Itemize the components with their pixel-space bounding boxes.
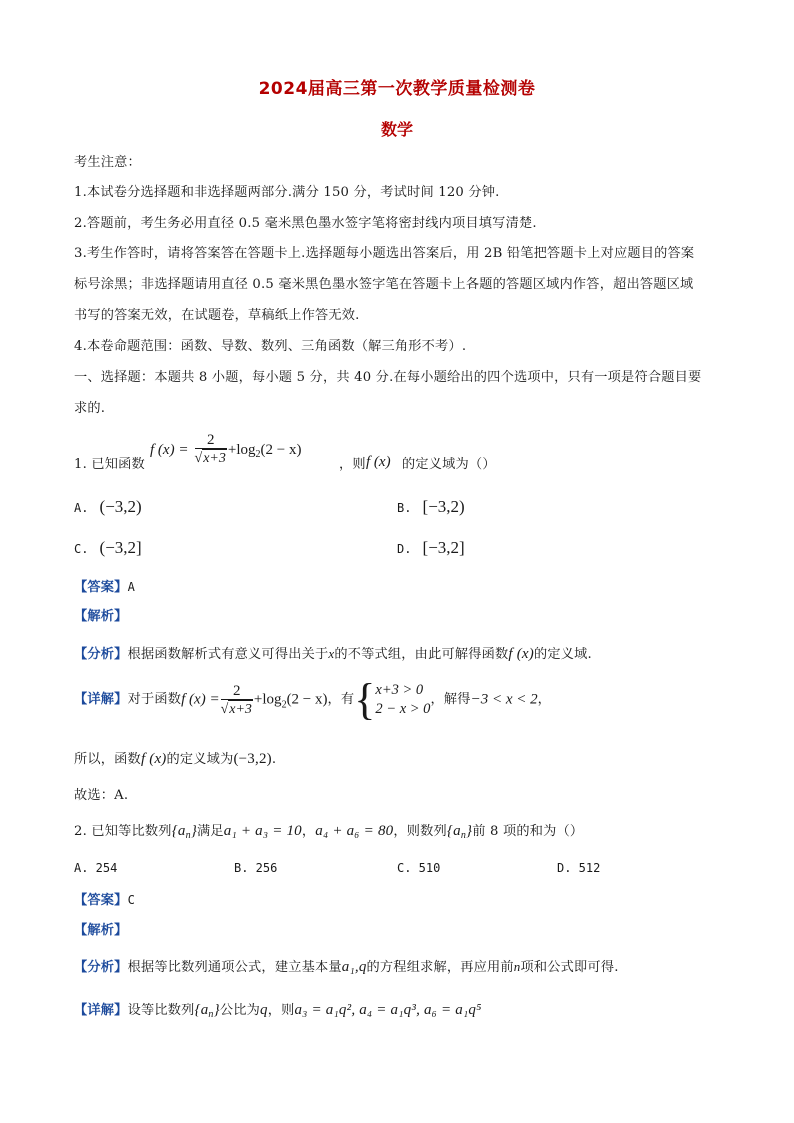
note-4: 4.本卷命题范围：函数、导数、数列、三角函数（解三角形不考）.	[74, 339, 467, 354]
q2-detail: 【详解】设等比数列$\{a_n\}$公比为q，则a₃ = a₁q², a₄ = a₁q³, a₆ = a₁q⁵	[74, 1002, 482, 1020]
section-heading-line-2: 求的.	[74, 401, 106, 416]
exam-title: 2024届高三第一次教学质量检测卷	[258, 79, 536, 99]
q2-option-c: C. 510	[397, 861, 441, 875]
subject-title: 数学	[380, 120, 413, 139]
notes-heading: 考生注意：	[74, 155, 141, 170]
q2-fenxi: 【分析】根据等比数列通项公式，建立基本量a₁,q的方程组求解，再应用前n项和公式即可得.	[74, 959, 619, 975]
q1-stem: 1. 已知函数	[74, 457, 145, 472]
q2-option-a: A. 254	[74, 861, 118, 875]
q1-analysis-heading: 【解析】	[74, 609, 128, 624]
q1-fenxi: 【分析】根据函数解析式有意义可得出关于x的不等式组，由此可解得函数f (x)的定义域.	[74, 646, 592, 662]
note-2: 2.答题前，考生务必用直径 0.5 毫米黑色墨水签字笔将密封线内项目填写清楚.	[74, 216, 537, 231]
q1-stem-suffix: 的定义域为（）	[402, 457, 496, 472]
q2-answer: 【答案】C	[74, 893, 135, 908]
q2-option-b: B. 256	[234, 861, 278, 875]
q2-stem: 2. 已知等比数列$\{a_n\}$满足a₁ + a₃ = 10，a₄ + a₆ = 80，则数列$\{a_n\}$前 8 项的和为（）	[74, 823, 584, 841]
note-1: 1.本试卷分选择题和非选择题两部分.满分 150 分，考试时间 120 分钟.	[74, 185, 500, 200]
q2-option-d: D. 512	[557, 861, 601, 875]
q1-option-b: B. [−3,2)	[397, 497, 465, 516]
q1-choose: 故选：A.	[74, 788, 129, 803]
section-heading-line-1: 一、选择题：本题共 8 小题，每小题 5 分，共 40 分.在每小题给出的四个选项中，只有一项是符合题目要	[74, 370, 702, 385]
q1-stem-mid: ，则	[339, 457, 366, 472]
q1-fx: f (x)	[366, 454, 391, 470]
note-3-line-3: 书写的答案无效，在试题卷，草稿纸上作答无效.	[74, 308, 360, 323]
q1-option-d: D. [−3,2]	[397, 538, 465, 557]
q1-detail: 【详解】对于函数f (x) = $\frac{2}{√x+3}$ $+\log_2(2 - x)$，有{ x+3 > 0 2 − x > 0 ，解得−3 < x < 2，	[74, 675, 552, 724]
q1-function-formula: f (x) = $\frac{2}{√x+3}$ $+\log_2(2 - x)$	[150, 432, 302, 466]
note-3-line-2: 标号涂黑；非选择题请用直径 0.5 毫米黑色墨水签字笔在答题卡上各题的答题区域内作答，超出答题区域	[74, 277, 694, 292]
q1-conclusion: 所以，函数f (x)的定义域为(−3,2).	[74, 751, 277, 767]
q2-analysis-heading: 【解析】	[74, 923, 128, 938]
q1-answer: 【答案】A	[74, 580, 135, 595]
q1-option-a: A. (−3,2)	[74, 497, 142, 516]
q1-option-c: C. (−3,2]	[74, 538, 142, 557]
note-3-line-1: 3.考生作答时，请将答案答在答题卡上.选择题每小题选出答案后，用 2B 铅笔把答题卡上对应题目的答案	[74, 246, 695, 261]
